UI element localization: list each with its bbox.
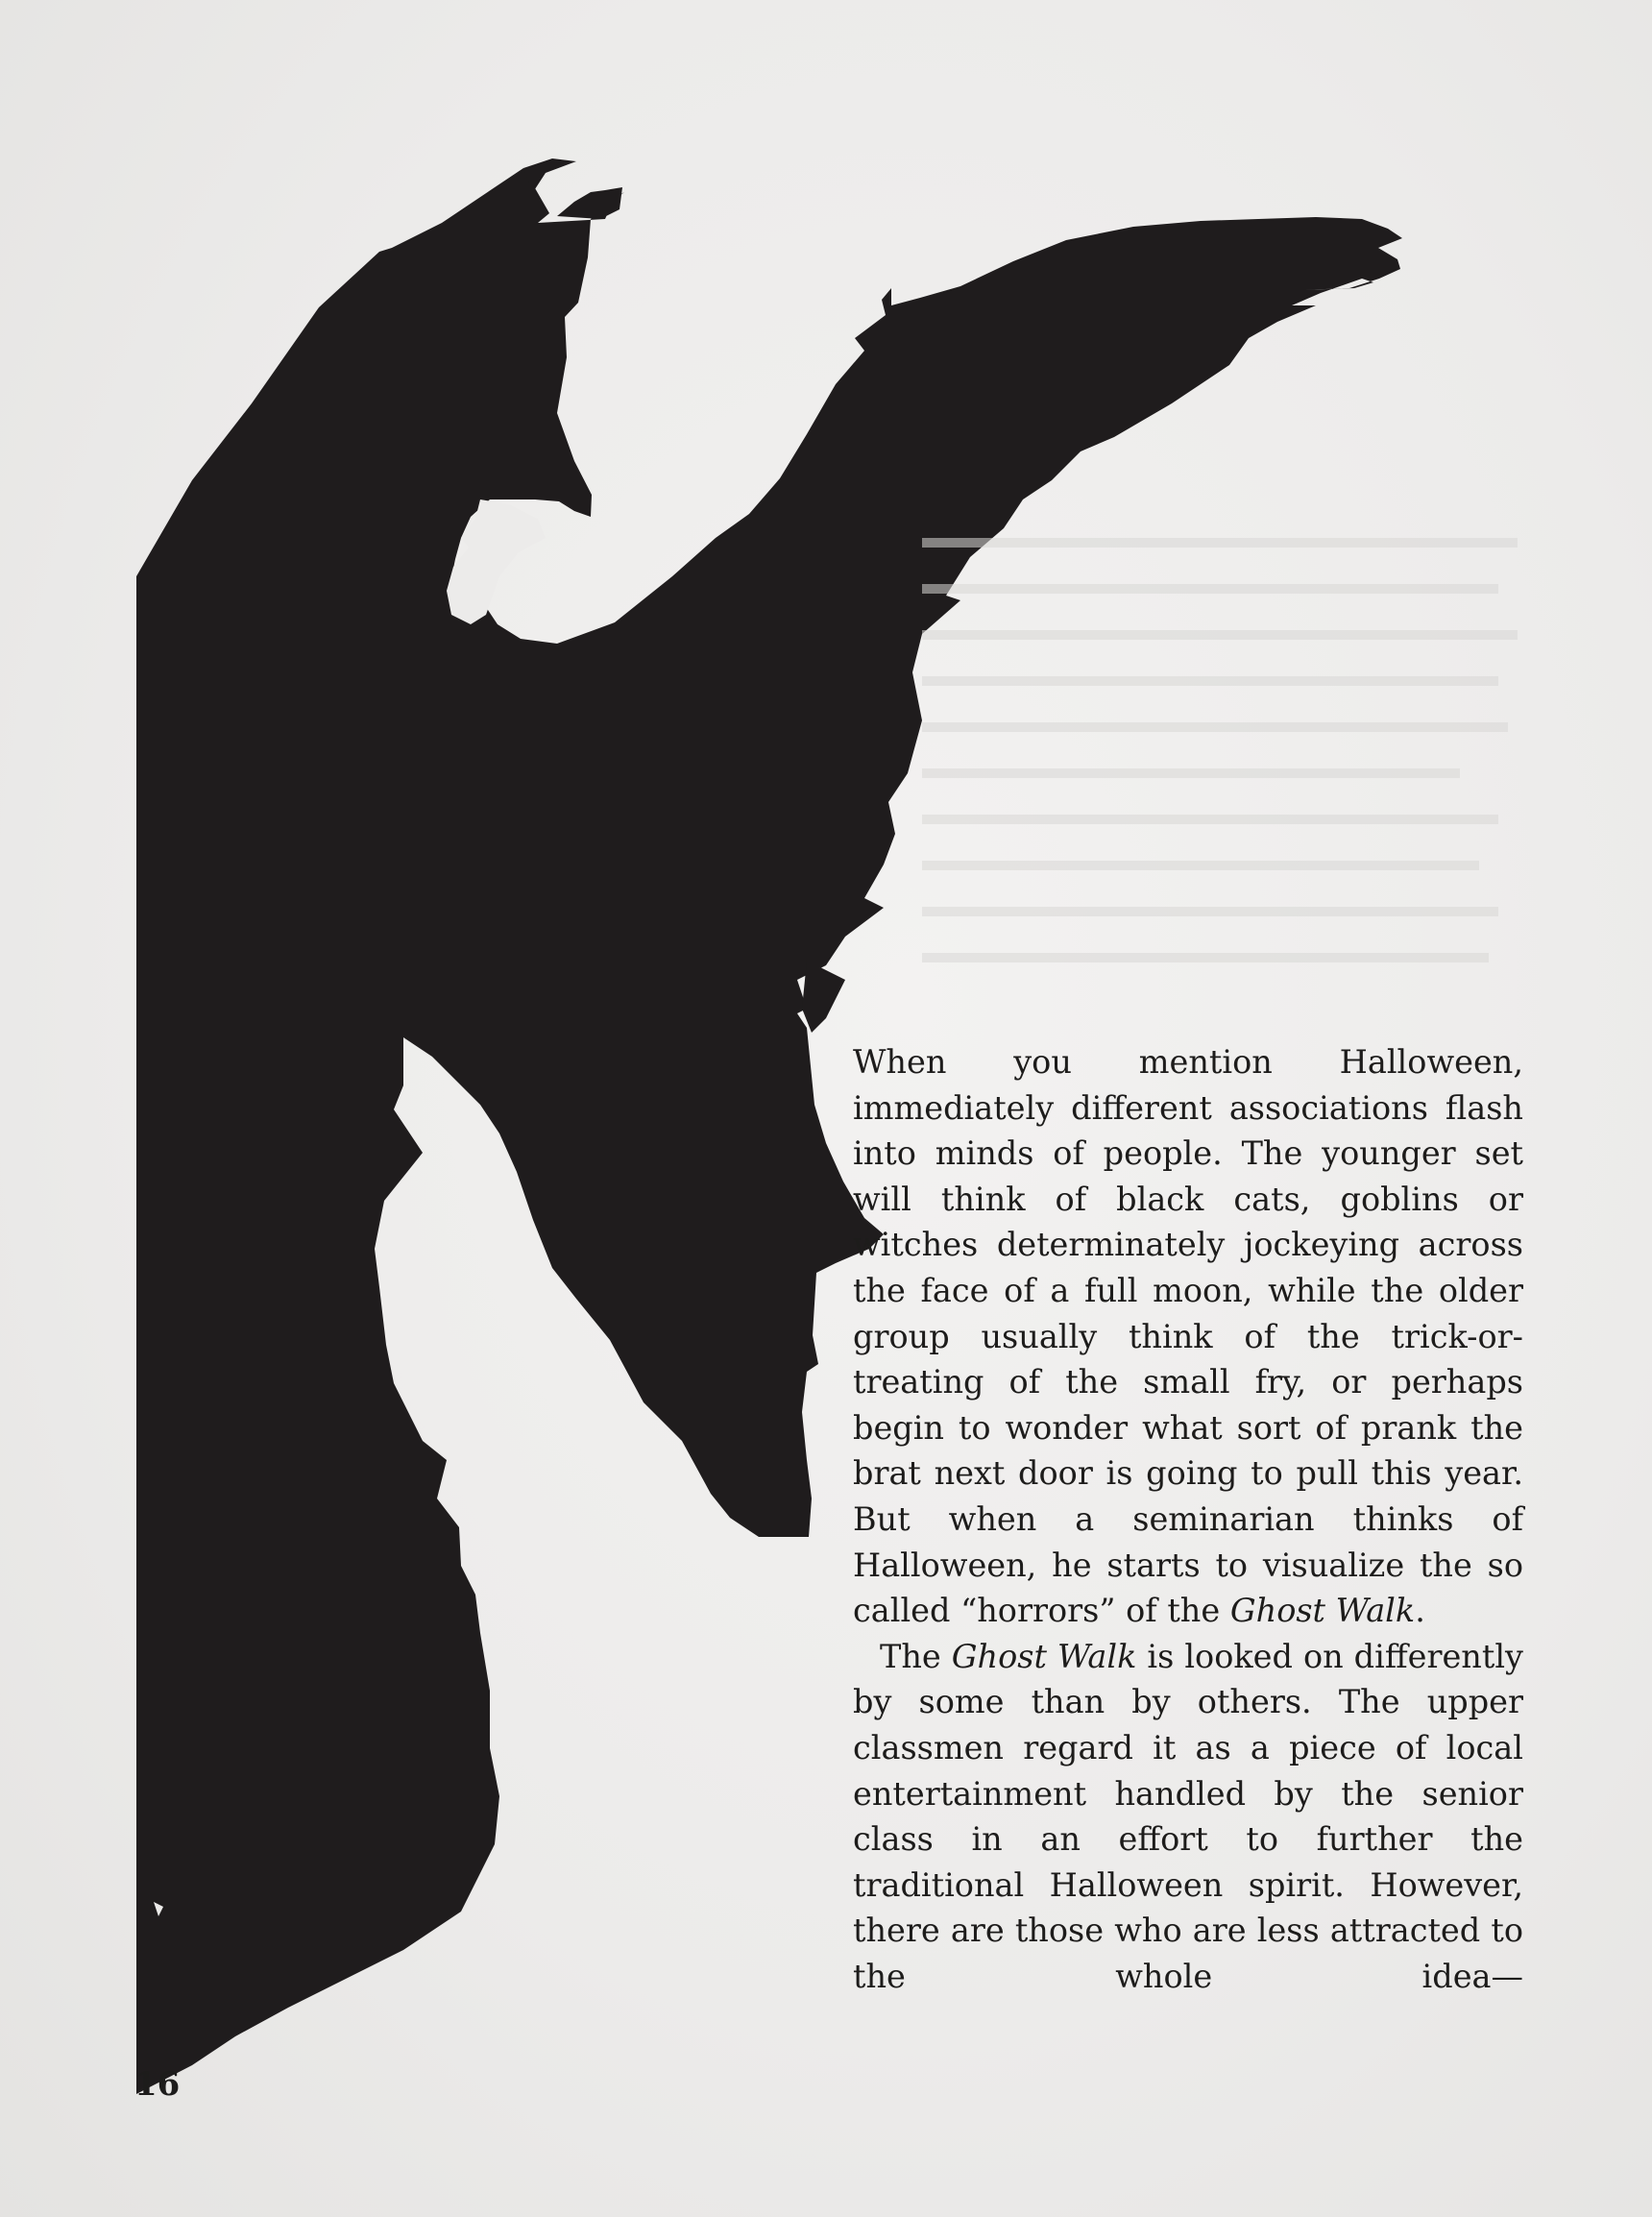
article-paragraph-2 bbox=[853, 1634, 1523, 2000]
ghost-walk-title: Ghost Walk bbox=[1229, 1592, 1416, 1630]
show-through-texture bbox=[922, 538, 1518, 962]
page-number: 16 bbox=[134, 2065, 181, 2104]
cat-ear-shape bbox=[523, 158, 576, 192]
paragraph-2-text: is looked on differently by some than by others. The upper classmen regard it as a piece of local entertainment handled by the senior class in an effort to further the traditional Halloween spirit. However, there are those who are less attracted to the whole idea— bbox=[853, 1637, 1523, 1995]
article-paragraph-1 bbox=[853, 1039, 1523, 1634]
lower-wing-claw-shape bbox=[802, 961, 845, 1033]
paragraph-2-start: The bbox=[880, 1637, 952, 1675]
paragraph-1-text: When you mention Halloween, immediately different associations flash into minds of people. The younger set will think of black cats, goblins or witches determinately jockeying across the face of a full moon, while the older group usually think of the trick-or-treating of the small fry, or perhaps begin to wonder what sort of prank the brat next door is going to pull this year. But when a seminarian thinks of Halloween, he starts to visualize the so called “horrors” of the bbox=[853, 1043, 1523, 1630]
cat-ear-shape bbox=[557, 187, 622, 219]
paragraph-1-end: . bbox=[1415, 1592, 1425, 1630]
article-body bbox=[853, 1039, 1523, 1999]
ghost-walk-title: Ghost Walk bbox=[951, 1637, 1137, 1675]
